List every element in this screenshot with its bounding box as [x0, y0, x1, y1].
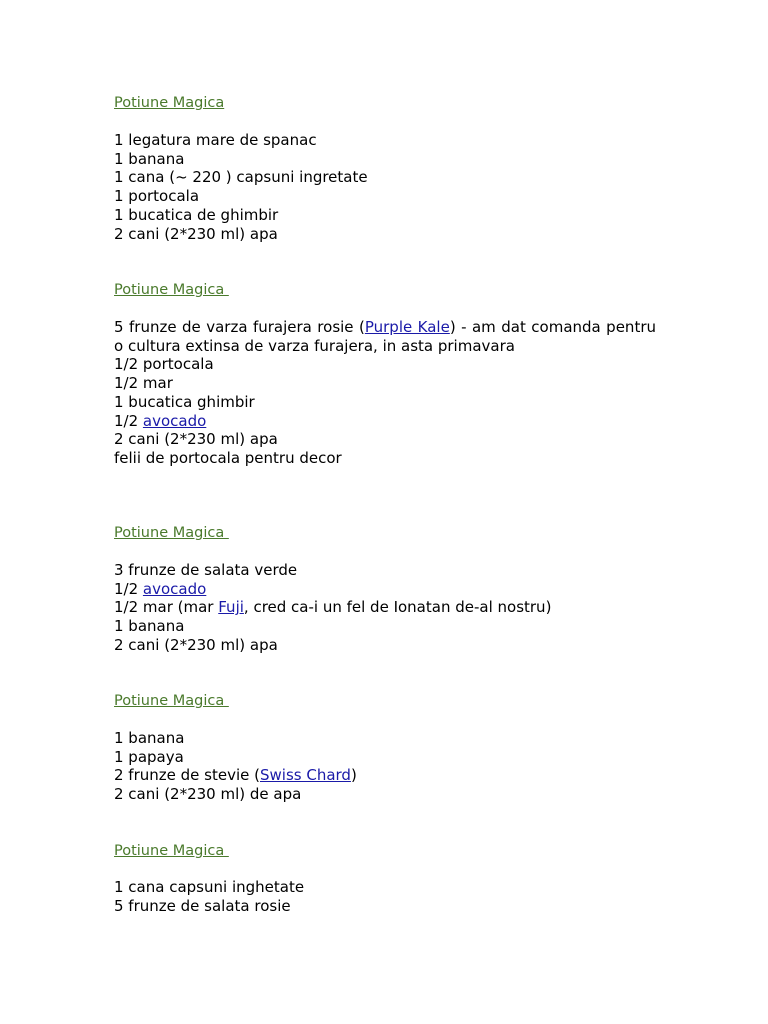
ingredient: 1 papaya: [114, 747, 184, 766]
recipe-3-title-link[interactable]: Potiune Magica: [114, 525, 229, 541]
ingredient: 1 cana capsuni inghetate: [114, 878, 305, 896]
ingredient: [114, 766, 656, 785]
recipe-2-ingredients: [114, 318, 656, 468]
recipe-1-ingredients: [114, 131, 656, 243]
intro-text: 5 frunze de varza furajera rosie (: [114, 318, 365, 336]
recipe-4-title-link[interactable]: Potiune Magica: [114, 693, 229, 709]
ingredient: [114, 412, 656, 431]
recipe-4-ingredients: [114, 729, 656, 804]
swiss-chard-link[interactable]: Swiss Chard: [259, 766, 351, 785]
ingredient: felii de portocala pentru decor: [114, 448, 342, 467]
ingredient: 3 frunze de salata verde: [114, 561, 298, 579]
ingredient: 1 cana (~ 220 ) capsuni ingretate: [114, 168, 368, 187]
ingredient: [114, 598, 656, 617]
ingredient: 2 cani (2*230 ml) apa: [114, 635, 278, 654]
ingredient: 1 legatura mare de spanac: [114, 131, 317, 149]
avocado-link[interactable]: avocado: [142, 411, 207, 430]
recipe-3-ingredients: [114, 561, 656, 655]
ingredient: 1 banana: [114, 729, 185, 747]
purple-kale-link[interactable]: Purple Kale: [364, 318, 450, 336]
intro-text: ) - am dat comanda pentru o cultura extinsa de varza furajera, in asta primavara: [114, 318, 656, 355]
recipe-5-ingredients: [114, 878, 656, 915]
ingredient: 1/2 mar: [114, 374, 173, 393]
ingredient: 2 cani (2*230 ml) de apa: [114, 785, 302, 804]
fuji-link[interactable]: Fuji: [218, 598, 244, 617]
ingredient: 1/2 portocala: [114, 355, 214, 374]
ingredient: 5 frunze de salata rosie: [114, 896, 291, 915]
ingredient: 1 banana: [114, 617, 185, 636]
ingredient-text: 1/2: [114, 579, 143, 598]
recipe-1-title-link[interactable]: Potiune Magica: [114, 95, 225, 111]
ingredient: 1 banana: [114, 149, 185, 168]
ingredient-intro: [114, 318, 656, 355]
ingredient: 2 cani (2*230 ml) apa: [114, 224, 278, 243]
recipe-2-title-link[interactable]: Potiune Magica: [114, 282, 229, 298]
ingredient: 2 cani (2*230 ml) apa: [114, 430, 278, 449]
ingredient: 1 portocala: [114, 187, 200, 206]
ingredient: 1 bucatica de ghimbir: [114, 205, 279, 224]
ingredient-text: 1/2 mar (mar: [114, 598, 219, 617]
avocado-link[interactable]: avocado: [142, 579, 207, 598]
recipe-5-title-link[interactable]: Potiune Magica: [114, 843, 229, 859]
ingredient-text: , cred ca-i un fel de Ionatan de-al nostru): [243, 598, 552, 617]
ingredient-text: 1/2: [114, 411, 143, 430]
ingredient: 1 bucatica ghimbir: [114, 392, 255, 411]
ingredient-text: ): [350, 766, 357, 785]
ingredient-text: 2 frunze de stevie (: [114, 766, 260, 785]
ingredient: [114, 580, 656, 599]
